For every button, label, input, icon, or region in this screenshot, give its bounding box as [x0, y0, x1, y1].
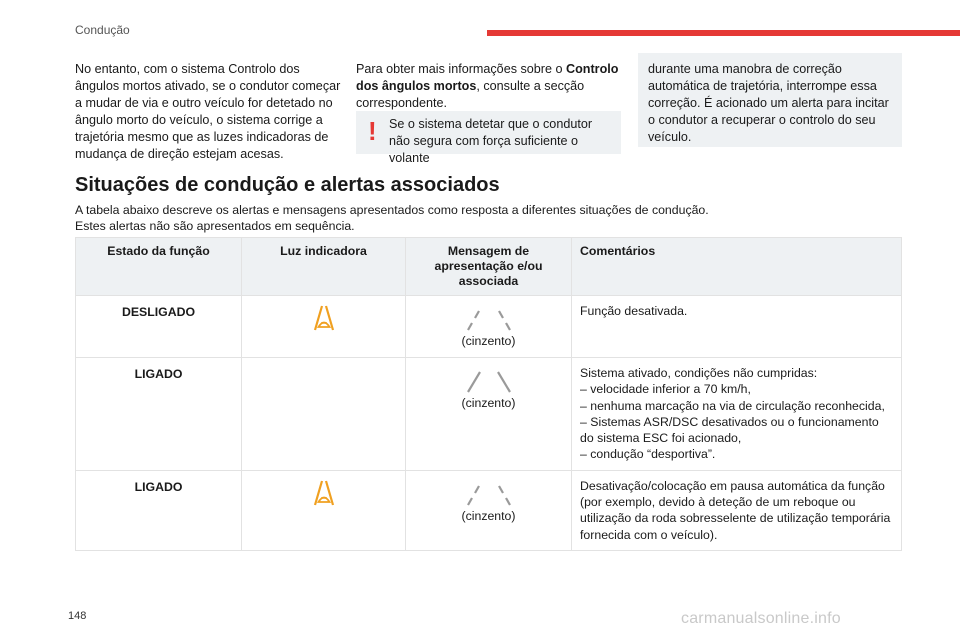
- row-comments: [572, 358, 902, 471]
- warning-text: Se o sistema detetar que o condutor não segura com força suficiente o volante: [389, 117, 593, 165]
- table-row: [76, 358, 902, 471]
- intro-line-1: A tabela abaixo descreve os alertas e mensagens apresentados como resposta a diferentes situações de condução.: [75, 203, 709, 217]
- footer-watermark: carmanualsonline.info: [681, 610, 841, 627]
- col2-suffix: , consulte a secção correspondente.: [356, 79, 585, 110]
- comment-line: – Sistemas ASR/DSC desativados ou o funcionamento do sistema ESC foi acionado,: [580, 414, 879, 446]
- row-lamp-empty: [242, 358, 406, 471]
- row-lamp: [242, 470, 406, 550]
- row-message-caption: (cinzento): [461, 396, 516, 410]
- comment-line: – nenhuma marcação na via de circulação reconhecida,: [580, 398, 885, 413]
- header-state: Estado da função: [76, 238, 242, 296]
- alerts-table: [75, 237, 902, 551]
- comment-line: Sistema ativado, condições não cumpridas:: [580, 366, 818, 380]
- intro-line-2: Estes alertas não são apresentados em sequência.: [75, 218, 355, 233]
- text-column-1: No entanto, com o sistema Controlo dos ângulos mortos ativado, se o condutor começar a mudar de via e outro veículo for detetado no ângulo morto do veículo, o sistema corrige a trajetória mesmo que as luzes indicadoras de mudança de direção estejam acesas.: [75, 62, 341, 161]
- lane-lines-grey-dashed-icon: [454, 481, 524, 507]
- exclamation-warning-icon: !: [368, 116, 377, 146]
- lane-keep-amber-icon: [309, 478, 339, 508]
- row-message-caption: (cinzento): [461, 508, 516, 523]
- col2-link-bold: Controlo dos ângulos mortos: [356, 62, 619, 93]
- header-lamp: Luz indicadora: [242, 238, 406, 296]
- text-column-2: [356, 61, 621, 112]
- comment-line: Função desativada.: [580, 304, 688, 318]
- section-title: Situações de condução e alertas associados: [75, 174, 500, 196]
- row-lamp: [242, 296, 406, 358]
- page-number: 148: [68, 610, 87, 622]
- row-message-caption: (cinzento): [461, 334, 516, 348]
- header-accent-bar: [487, 30, 960, 36]
- page-header-title: Condução: [75, 23, 130, 37]
- row-state: LIGADO: [76, 470, 242, 550]
- row-message: [406, 296, 572, 358]
- row-comments: [572, 296, 902, 358]
- table-header-row: [76, 238, 902, 296]
- row-message: [406, 470, 572, 550]
- table-row: [76, 296, 902, 358]
- header-message: Mensagem de apresentação e/ou associada: [406, 238, 572, 296]
- col3-text: durante uma manobra de correção automática de trajetória, interrompe essa correção. É acionado um alerta para incitar o condutor a recuperar o controlo do seu veículo.: [648, 62, 889, 144]
- row-message: [406, 358, 572, 471]
- row-state: LIGADO: [76, 358, 242, 471]
- text-column-3-panel: [638, 53, 902, 147]
- row-comments: [572, 470, 902, 550]
- comment-line: – velocidade inferior a 70 km/h,: [580, 382, 751, 397]
- lane-keep-amber-icon: [309, 303, 339, 333]
- col2-prefix: Para obter mais informações sobre o: [356, 62, 566, 76]
- row-state: DESLIGADO: [76, 296, 242, 358]
- comment-line: Desativação/colocação em pausa automática da função (por exemplo, devido à deteção de um reboque ou utilização da roda sobresselente de utilização temporária fornecida com o veículo).: [580, 478, 891, 542]
- section-intro: [75, 203, 905, 234]
- warning-box: [356, 111, 621, 165]
- comment-line: – condução “desportiva”.: [580, 447, 716, 462]
- header-comments: Comentários: [572, 238, 902, 296]
- lane-lines-grey-dashed-icon: [454, 306, 524, 332]
- table-row: [76, 470, 902, 550]
- lane-lines-grey-solid-icon: [454, 368, 524, 394]
